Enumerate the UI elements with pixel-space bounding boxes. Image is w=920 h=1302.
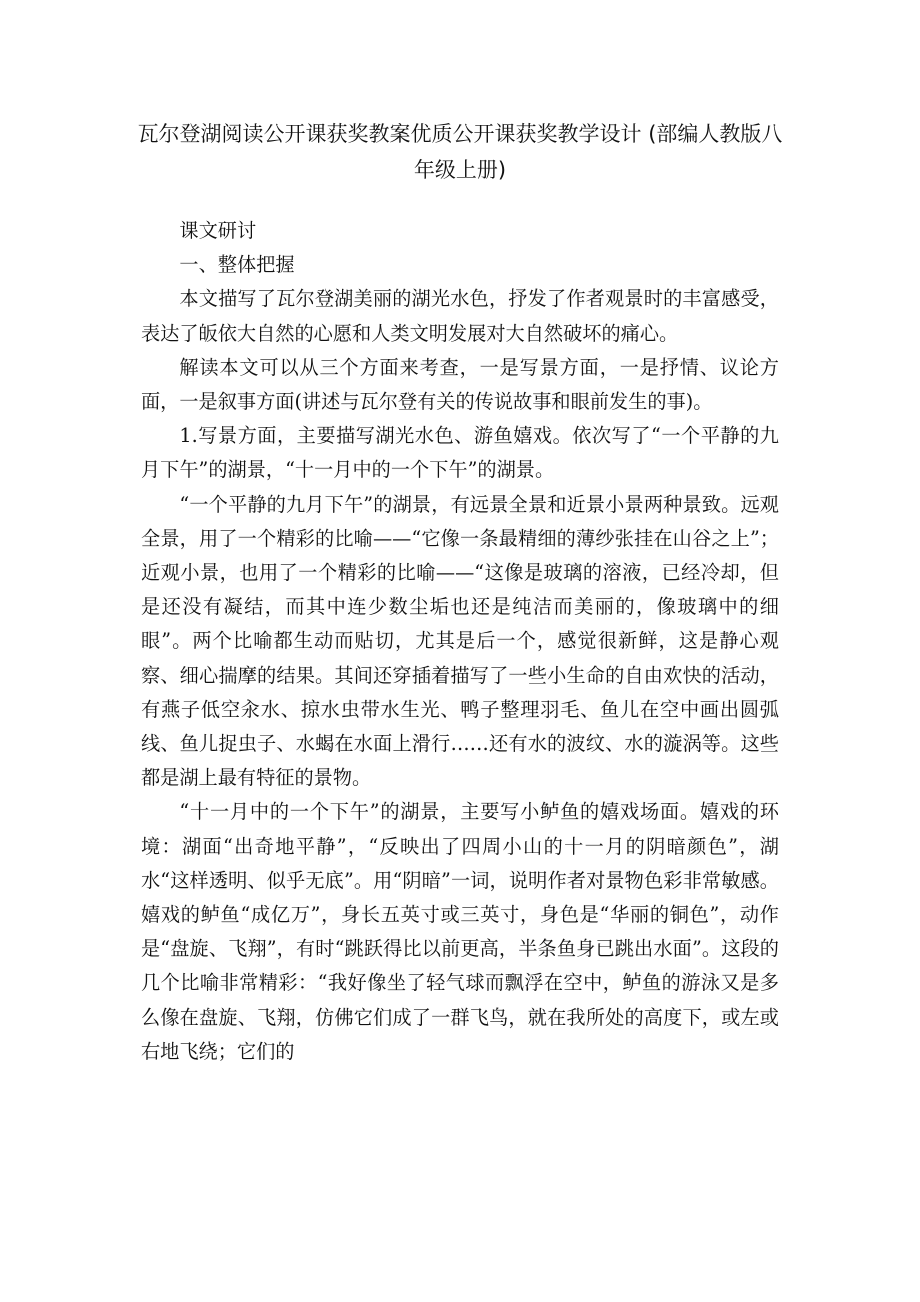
paragraph: 解读本文可以从三个方面来考查，一是写景方面，一是抒情、议论方面，一是叙事方面(讲述与瓦尔登有关的传说故事和眼前发生的事)。 <box>141 355 779 414</box>
paragraph: 本文描写了瓦尔登湖美丽的湖光水色，抒发了作者观景时的丰富感受，表达了皈依大自然的心愿和人类文明发展对大自然破坏的痛心。 <box>141 287 779 345</box>
paragraph: 1.写景方面，主要描写湖光水色、游鱼嬉戏。依次写了“一个平静的九月下午”的湖景，“十一月中的一个下午”的湖景。 <box>141 424 779 482</box>
document-title: 瓦尔登湖阅读公开课获奖教案优质公开课获奖教学设计 (部编人教版八年级上册) <box>137 122 783 182</box>
subsection-heading: 一、整体把握 <box>179 253 295 277</box>
document-body <box>141 214 779 1069</box>
paragraph: “一个平静的九月下午”的湖景，有远景全景和近景小景两种景致。远观全景，用了一个精彩的比喻——“它像一条最精细的薄纱张挂在山谷之上”；近观小景，也用了一个精彩的比喻——“这像是玻璃的溶液，已经冷却，但是还没有凝结，而其中连少数尘垢也还是纯洁而美丽的，像玻璃中的细眼”。两个比喻都生动而贴切，尤其是后一个，感觉很新鲜，这是静心观察、细心揣摩的结果。其间还穿插着描写了一些小生命的自由欢快的活动，有燕子低空汆水、掠水虫带水生光、鸭子整理羽毛、鱼儿在空中画出圆弧线、鱼儿捉虫子、水蝎在水面上滑行……还有水的波纹、水的漩涡等。这些都是湖上最有特征的景物。 <box>141 492 779 790</box>
section-heading: 课文研讨 <box>179 219 257 242</box>
paragraph: “十一月中的一个下午”的湖景，主要写小鲈鱼的嬉戏场面。嬉戏的环境：湖面“出奇地平静”，“反映出了四周小山的十一月的阴暗颜色”，湖水“这样透明、似乎无底”。用“阴暗”一词，说明作者对景物色彩非常敏感。嬉戏的鲈鱼“成亿万”，身长五英寸或三英寸，身色是“华丽的铜色”，动作是“盘旋、飞翔”，有时“跳跃得比以前更高，半条鱼身已跳出水面”。这段的几个比喻非常精彩：“我好像坐了轻气球而飘浮在空中，鲈鱼的游泳又是多么像在盘旋、飞翔，仿佛它们成了一群飞鸟，就在我所处的高度下，或左或右地飞绕；它们的 <box>141 800 779 1063</box>
